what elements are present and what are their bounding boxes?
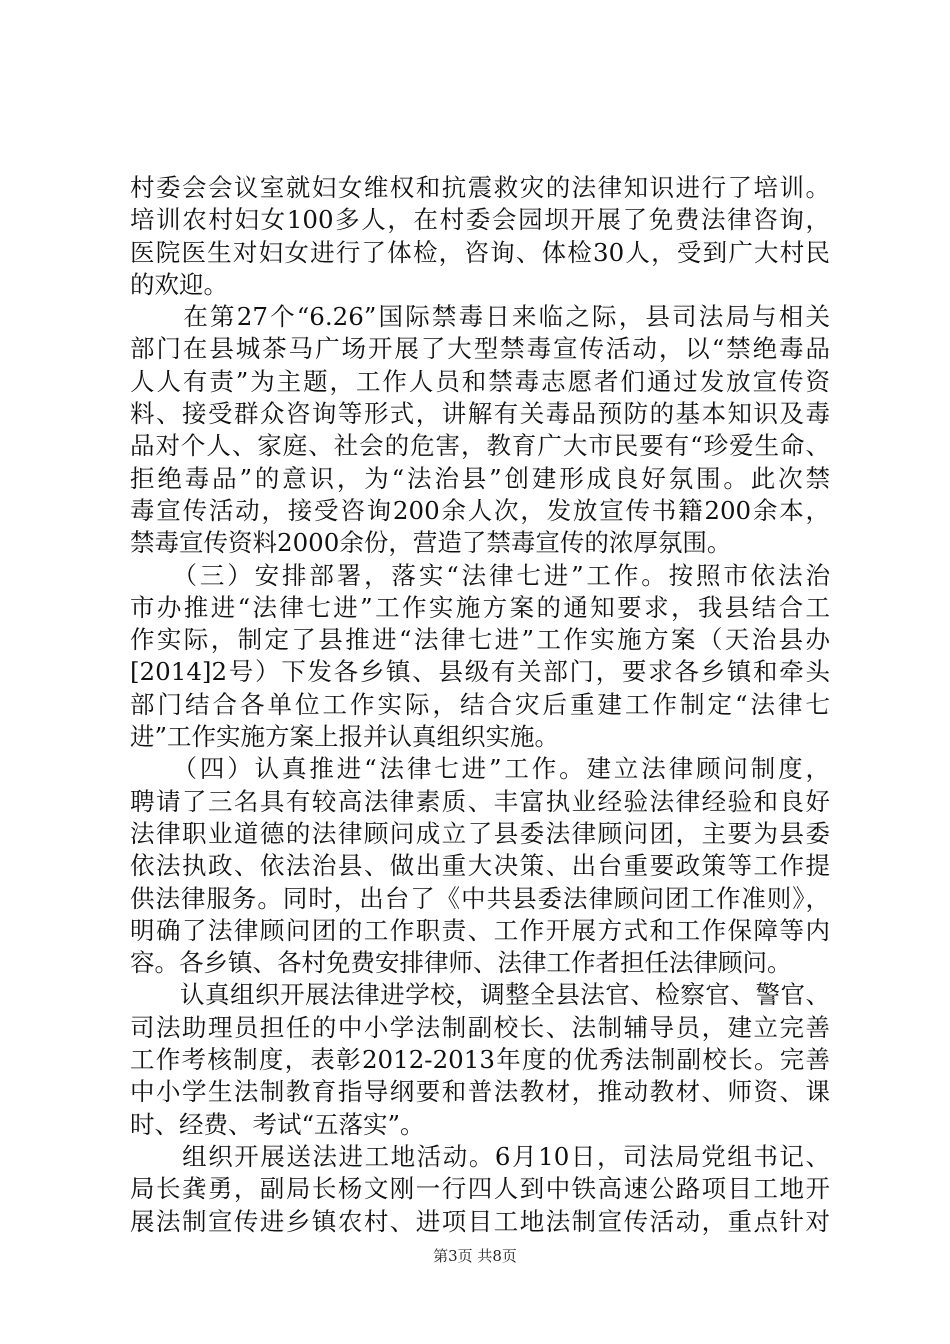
text-line: 依法执政、依法治县、做出重大决策、出台重要政策等工作提 [130, 851, 830, 881]
page-footer: 第3页 共8页 [433, 1247, 517, 1265]
text-line: 拒绝毒品”的意识，为“法治县”创建形成良好氛围。此次禁 [130, 463, 830, 493]
text-line: [2014]2号）下发各乡镇、县级有关部门，要求各乡镇和牵头 [130, 657, 830, 687]
text-line: 聘请了三名具有较高法律素质、丰富执业经验法律经验和良好 [130, 786, 830, 816]
document-body [130, 172, 830, 1238]
text-line: 品对个人、家庭、社会的危害，教育广大市民要有“珍爱生命、 [130, 431, 830, 461]
text-line: 认真组织开展法律进学校，调整全县法官、检察官、警官、 [130, 980, 830, 1010]
text-line: 局长龚勇，副局长杨文刚一行四人到中铁高速公路项目工地开 [130, 1174, 830, 1204]
text-line: （四）认真推进“法律七进”工作。建立法律顾问制度， [130, 754, 830, 784]
text-line: 部门结合各单位工作实际，结合灾后重建工作制定“法律七 [130, 689, 830, 719]
text-line: 工作考核制度，表彰2012-2013年度的优秀法制副校长。完善 [130, 1045, 830, 1075]
text-line: 进”工作实施方案上报并认真组织实施。 [130, 722, 560, 752]
text-line: 作实际，制定了县推进“法律七进”工作实施方案（天治县办 [130, 625, 830, 655]
text-line: 的欢迎。 [130, 269, 228, 299]
text-line: （三）安排部署，落实“法律七进”工作。按照市依法治 [130, 560, 830, 590]
text-line: 市办推进“法律七进”工作实施方案的通知要求，我县结合工 [130, 592, 830, 622]
text-line: 司法助理员担任的中小学法制副校长、法制辅导员，建立完善 [130, 1012, 830, 1042]
text-line: 培训农村妇女100多人，在村委会园坝开展了免费法律咨询， [130, 205, 830, 235]
text-line: 展法制宣传进乡镇农村、进项目工地法制宣传活动，重点针对 [130, 1206, 830, 1236]
text-line: 人人有责”为主题，工作人员和禁毒志愿者们通过发放宣传资 [130, 366, 830, 396]
text-line: 禁毒宣传资料2000余份，营造了禁毒宣传的浓厚氛围。 [130, 528, 732, 558]
text-line: 法律职业道德的法律顾问成立了县委法律顾问团，主要为县委 [130, 818, 830, 848]
text-line: 医院医生对妇女进行了体检，咨询、体检30人，受到广大村民 [130, 237, 830, 267]
text-line: 容。各乡镇、各村免费安排律师、法律工作者担任法律顾问。 [130, 948, 792, 978]
text-line: 在第27个“6.26”国际禁毒日来临之际，县司法局与相关 [130, 302, 830, 332]
text-line: 组织开展送法进工地活动。6月10日，司法局党组书记、 [130, 1141, 830, 1171]
text-line: 料、接受群众咨询等形式，讲解有关毒品预防的基本知识及毒 [130, 399, 830, 429]
text-line: 时、经费、考试“五落实”。 [130, 1109, 425, 1139]
text-line: 中小学生法制教育指导纲要和普法教材，推动教材、师资、课 [130, 1077, 830, 1107]
text-line: 明确了法律顾问团的工作职责、工作开展方式和工作保障等内 [130, 915, 830, 945]
text-line: 供法律服务。同时，出台了《中共县委法律顾问团工作准则》， [130, 883, 830, 913]
text-line: 毒宣传活动，接受咨询200余人次，发放宣传书籍200余本， [130, 495, 830, 525]
text-line: 村委会会议室就妇女维权和抗震救灾的法律知识进行了培训。 [130, 173, 830, 202]
text-line: 部门在县城茶马广场开展了大型禁毒宣传活动，以“禁绝毒品 [130, 334, 830, 364]
